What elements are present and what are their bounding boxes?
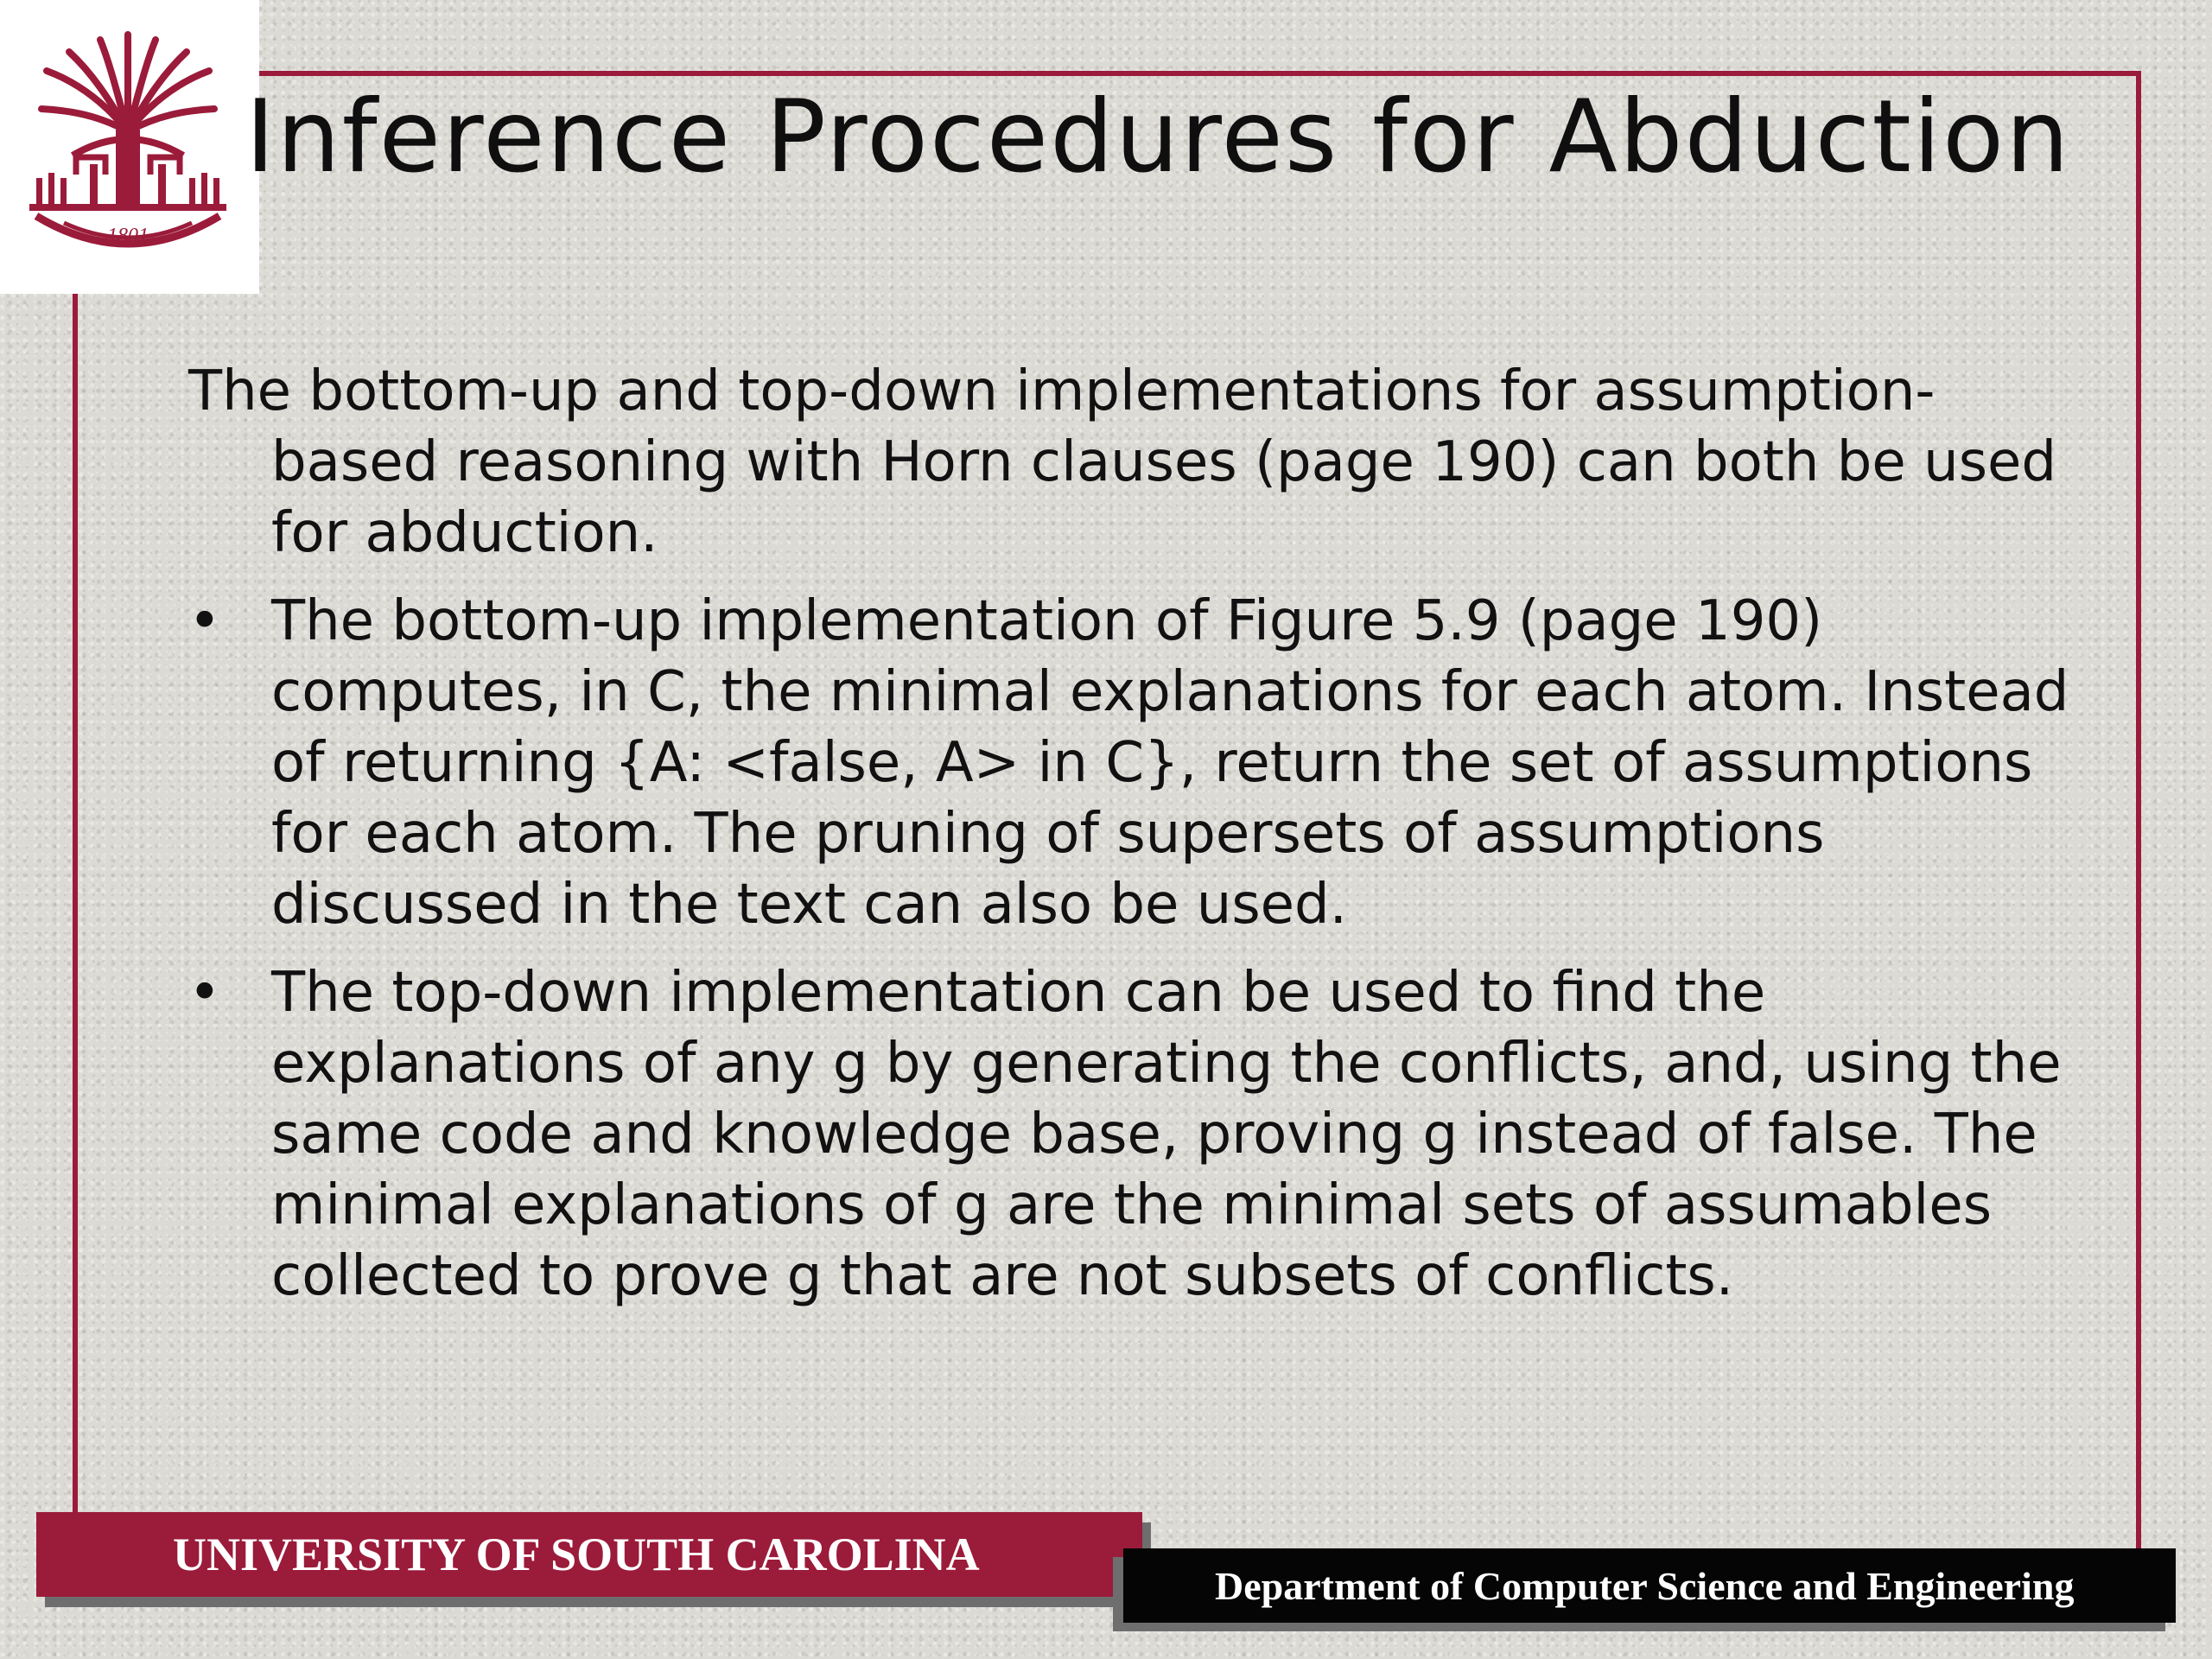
- slide-title: Inference Procedures for Abduction: [245, 79, 2071, 195]
- bullet-marker: •: [188, 961, 221, 1025]
- bullet-text: The bottom-up implementation of Figure 5.9 (page 190) computes, in C, the minimal explanations for each atom. Instead of returning {A: <false, A> in C}, return the set of assumptions for each atom. The pruning of supersets of assumptions discussed in the text can also be used.: [271, 589, 2069, 937]
- svg-text:1801: 1801: [107, 225, 149, 247]
- bullet-item: [188, 957, 2081, 1312]
- university-name: UNIVERSITY OF SOUTH CAROLINA: [173, 1529, 980, 1580]
- bullet-text: The top-down implementation can be used to find the explanations of any g by generating the conflicts, and, using the same code and knowledge base, proving g instead of false. The minimal explanations of g are the minimal sets of assumables collected to prove g that are not subsets of conflicts.: [271, 961, 2062, 1308]
- logo-area: [0, 0, 259, 294]
- university-palmetto-seal-icon: [19, 26, 237, 264]
- bullet-list: [188, 586, 2081, 1312]
- intro-paragraph: The bottom-up and top-down implementations for assumption-based reasoning with Horn clauses (page 190) can both be used for abduction.: [188, 359, 2057, 565]
- department-banner: [1123, 1548, 2176, 1623]
- university-banner: [36, 1512, 1142, 1597]
- bullet-item: [188, 586, 2081, 940]
- department-name: Department of Computer Science and Engineering: [1215, 1564, 2075, 1608]
- bullet-marker: •: [188, 589, 221, 653]
- slide-body: [188, 356, 2081, 1329]
